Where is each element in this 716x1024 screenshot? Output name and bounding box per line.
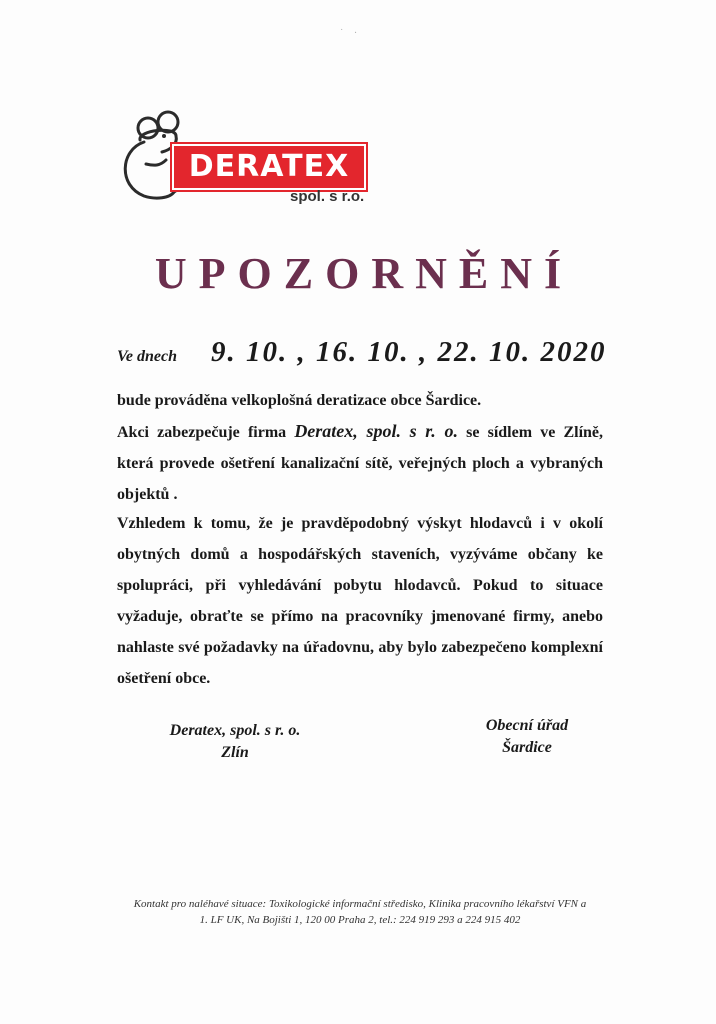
paragraph-appeal: Vzhledem k tomu, že je pravděpodobný výskyt hlodavců i v okolí obytných domů a hospodářských staveních, vyzýváme občany ke spolupráci, při vyhledávání pobytu hlodavců. Pokud to situace vyžaduje, obraťte se přímo na pracovníky jmenované firmy, anebo nahlaste své požadavky na úřadovnu, aby bylo zabezpečeno komplexní ošetření obce. [117,515,603,687]
footer-line: 1. LF UK, Na Bojišti 1, 120 00 Praha 2, tel.: 224 919 293 a 224 915 402 [199,914,521,926]
page-title: UPOZORNĚNÍ [154,249,574,298]
signature-deratex [150,720,320,764]
paragraph-line: která provede ošetření kanalizační sítě, veřejných ploch a vybraných [117,455,603,472]
dates-value: 9. 10. , 16. 10. , 22. 10. 2020 [211,336,607,368]
signature-municipal-office [462,715,592,759]
logo-name-box [172,144,366,190]
scan-specks: ˙ · [340,28,362,39]
signature-line: Obecní úřad [485,717,569,734]
paragraph-line: objektů . [117,486,178,503]
logo-company-suffix: spol. s r.o. [290,188,365,205]
signature-line: Zlín [221,744,249,761]
footer-line: Kontakt pro naléhavé situace: Toxikologické informační středisko, Klinika pracovního lékařství VFN a [133,898,587,910]
firm-intro-text: Akci zabezpečuje firma [117,424,287,441]
signature-line: Šardice [502,739,552,756]
footer-contact [100,896,620,928]
paragraph-line: bude prováděna velkoplošná deratizace obce Šardice. [117,392,482,409]
paragraph-announcement [117,385,603,510]
signature-line: Deratex, spol. s r. o. [169,722,301,739]
deratex-logo [116,106,376,206]
dates-row [117,336,617,369]
logo-name: DERATEX [188,149,350,184]
firm-seat-text: se sídlem ve Zlíně, [466,424,604,441]
paragraph-line-firm [117,416,603,448]
firm-name-emphasis: Deratex, spol. s r. o. [294,421,458,441]
dates-label: Ve dnech [117,348,177,365]
